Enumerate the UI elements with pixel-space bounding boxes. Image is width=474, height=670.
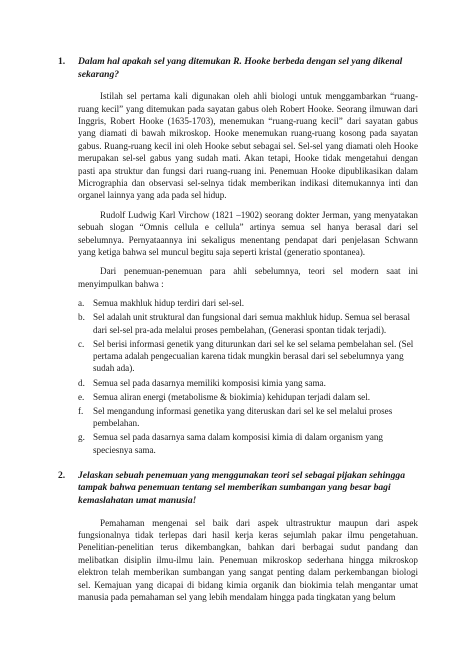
list-text: Sel berisi informasi genetik yang diturunkan dari sel ke sel selama pembelahan sel. (Sel pertama adalah pengecualian karena tidak mungkin berasal dari sel sebelumnya yang sudah ada). [93, 338, 414, 374]
list-text: Semua makhluk hidup terdiri dari sel-sel. [93, 298, 245, 309]
cell-theory-list [78, 297, 418, 455]
list-item [78, 377, 418, 389]
list-marker: b. [78, 312, 85, 323]
question-2-paragraph-1: Pemahaman mengenai sel baik dari aspek ultrastruktur maupun dari aspek fungsionalnya tidak terlepas dari hasil kerja keras sejumlah pakar ilmu pengetahuan. Penelitian-penelitian terus dikembangkan, bahkan dari berbagai sudut pandang dan melibatkan disiplin ilmu-ilmu lain. Penemuan mikroskop sederhana hingga mikroskop elektron telah memberikan sumbangan yang sangat penting dalam perkembangan biologi sel. Kemajuan yang dicapai di bidang kimia organik dan biokimia telah mengantar umat manusia pada pemahaman sel yang lebih mendalam hingga pada tingkatan yang belum [78, 517, 418, 602]
question-2-number: 2. [58, 469, 66, 481]
question-2-title-text: Jelaskan sebuah penemuan yang menggunakan teori sel sebagai pijakan sehingga tampak bahwa penemuan tentang sel memberikan sumbangan yang besar bagi kemaslahatan umat manusia! [78, 469, 406, 506]
list-marker: a. [78, 298, 85, 309]
question-2-title [58, 470, 418, 508]
question-1-title-text: Dalam hal apakah sel yang ditemukan R. Hooke berbeda dengan sel yang dikenal sekarang? [78, 56, 403, 80]
list-marker: c. [78, 338, 85, 349]
list-item [78, 311, 418, 335]
list-text: Sel adalah unit struktural dan fungsional dari semua makhluk hidup. Semua sel berasal dari sel-sel pra-ada melalui proses pembelahan, (Generasi spontan tidak terjadi). [93, 312, 411, 335]
question-1-paragraph-1: Istilah sel pertama kali digunakan oleh ahli biologi untuk menggambarkan “ruang-ruang kecil” yang ditemukan pada sayatan gabus oleh Robert Hooke. Seorang ilmuwan dari Inggris, Robert Hooke (1635-1703), menemukan “ruang-ruang kecil” dari sayatan gabus yang diamati di bawah mikroskop. Hooke menemukan ruang-ruang kosong pada sayatan gabus. Ruang-ruang kecil ini oleh Hooke sebut sebagai sel. Sel-sel yang diamati oleh Hooke merupakan sel-sel gabus yang sudah mati. Akan tetapi, Hooke tidak mengetahui dengan pasti apa struktur dan fungsi dari ruang-ruang ini. Penemuan Hooke dipublikasikan dalam Micrographia dan observasi sel-selnya tidak memberikan indikasi ditemukannya inti dan organel lainnya yang ada pada sel hidup. [78, 91, 418, 201]
question-2 [58, 470, 418, 604]
question-1-paragraph-3: Dari penemuan-penemuan para ahli sebelumnya, teori sel modern saat ini menyimpulkan bahwa : [78, 266, 418, 289]
list-item [78, 431, 418, 455]
list-text: Semua sel pada dasarnya sama dalam komposisi kimia di dalam organism yang speciesnya sama. [93, 432, 383, 455]
list-item [78, 297, 418, 309]
list-text: Semua sel pada dasarnya memiliki komposisi kimia yang sama. [93, 377, 326, 388]
list-item [78, 338, 418, 375]
list-item [78, 391, 418, 403]
question-1 [58, 56, 418, 456]
list-text: Sel mengandung informasi genetika yang diteruskan dari sel ke sel melalui proses pembelahan. [93, 405, 393, 429]
question-1-number: 1. [58, 56, 66, 67]
list-text: Semua aliran energi (metabolisme & biokimia) kehidupan terjadi dalam sel. [93, 391, 371, 402]
question-1-paragraph-2: Rudolf Ludwig Karl Virchow (1821 –1902) seorang dokter Jerman, yang menyatakan sebuah slogan “Omnis cellula e cellula” artinya semua sel hanya berasal dari sel sebelumnya. Pernyataannya ini sekaligus menentang pendapat dari penjelasan Schwann yang ketiga bahwa sel muncul begitu saja seperti kristal (generatio spontanea). [78, 209, 418, 258]
list-marker: d. [78, 377, 85, 388]
list-marker: f. [78, 405, 84, 416]
list-item [78, 405, 418, 429]
question-1-title [58, 56, 418, 81]
list-marker: e. [78, 391, 85, 402]
list-marker: g. [78, 432, 85, 443]
